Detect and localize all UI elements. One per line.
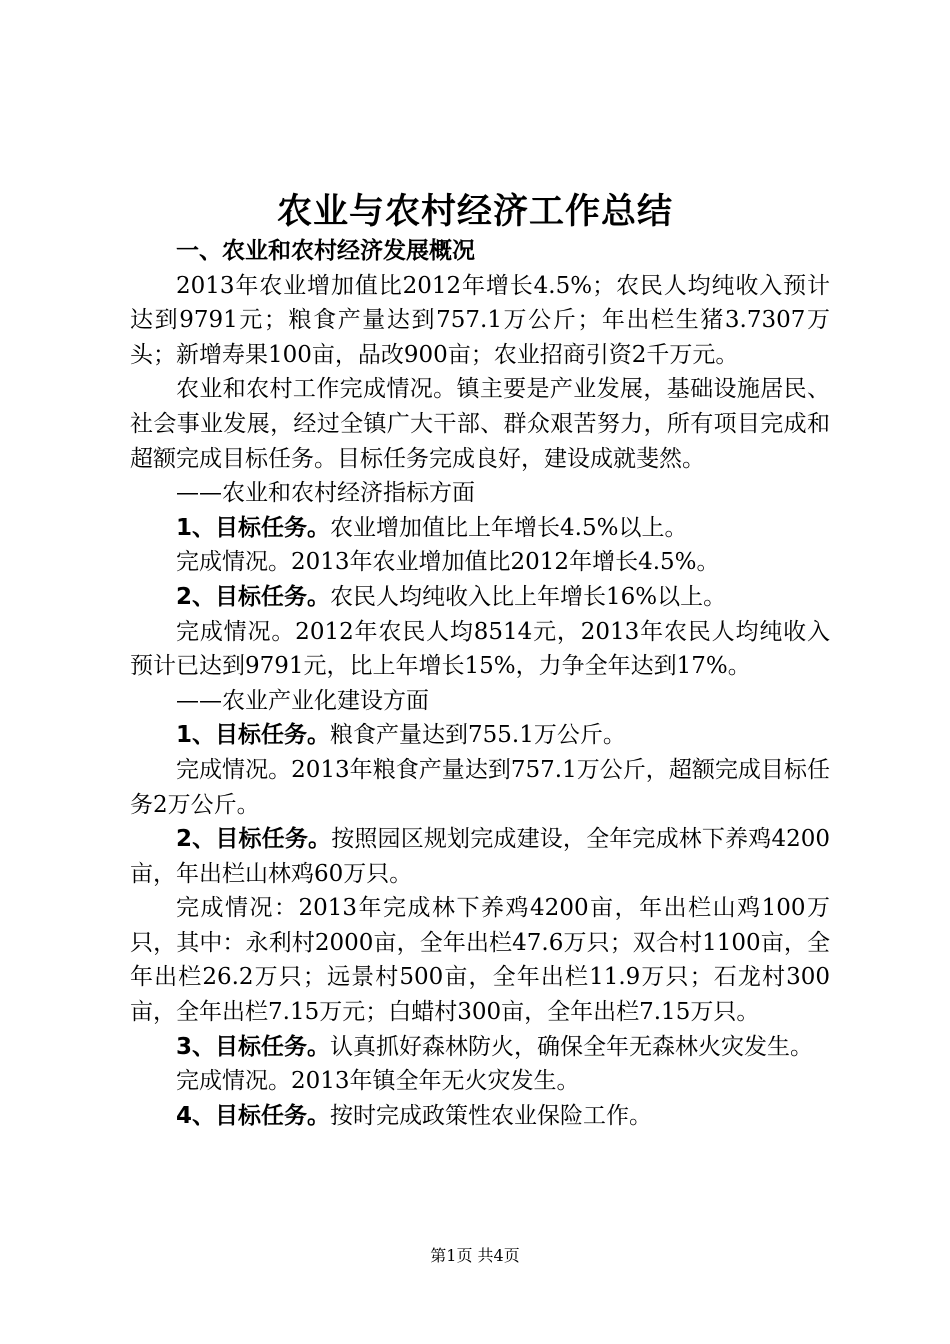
completion-item-2: 完成情况。2012年农民人均8514元，2013年农民人均纯收入预计已达到9791元，比上年增长15%，力争全年达到17%。 (130, 618, 830, 680)
document-body (130, 234, 830, 1133)
target-item-6 (130, 1099, 830, 1134)
target-lead: 2、目标任务。 (176, 826, 332, 853)
target-lead: 3、目标任务。 (176, 1033, 331, 1060)
target-item-3 (130, 718, 830, 753)
target-text: 按时完成政策性农业保险工作。 (330, 1102, 653, 1129)
target-text: 农民人均纯收入比上年增长16%以上。 (330, 583, 727, 610)
target-lead: 1、目标任务。 (176, 514, 331, 541)
target-lead: 2、目标任务。 (176, 583, 331, 610)
paragraph-overview: 2013年农业增加值比2012年增长4.5%；农民人均纯收入预计达到9791元；粮食产量达到757.1万公斤；年出栏生猪3.7307万头；新增寿果100亩，品改900亩；农业招商引资2千万元。 (130, 272, 830, 368)
completion-item-4: 完成情况：2013年完成林下养鸡4200亩，年出栏山鸡100万只，其中：永利村2000亩，全年出栏47.6万只；双合村1100亩，全年出栏26.2万只；远景村500亩，全年出栏11.9万只；石龙村300亩，全年出栏7.15万元；白蜡村300亩，全年出栏7.15万只。 (130, 895, 830, 1026)
subsection-indicators: ——农业和农村经济指标方面 (176, 480, 475, 507)
target-text: 认真抓好森林防火，确保全年无森林火灾发生。 (330, 1033, 814, 1060)
target-lead: 1、目标任务。 (176, 722, 331, 749)
completion-item-3: 完成情况。2013年粮食产量达到757.1万公斤，超额完成目标任务2万公斤。 (130, 756, 830, 818)
target-item-4 (130, 822, 830, 891)
target-text: 按照园区规划完成建设，全年完成林下养鸡4200亩，年出栏山林鸡60万只。 (130, 826, 830, 887)
completion-item-1: 完成情况。2013年农业增加值比2012年增长4.5%。 (176, 549, 720, 576)
target-item-1 (130, 511, 830, 546)
target-item-2 (130, 580, 830, 615)
target-lead: 4、目标任务。 (176, 1102, 331, 1129)
page-footer: 第1页 共4页 (430, 1246, 520, 1265)
completion-item-5: 完成情况。2013年镇全年无火灾发生。 (176, 1068, 580, 1095)
section-heading: 一、农业和农村经济发展概况 (176, 238, 475, 264)
target-text: 农业增加值比上年增长4.5%以上。 (330, 514, 688, 541)
subsection-industrialization: ——农业产业化建设方面 (176, 687, 429, 714)
paragraph-completion: 农业和农村工作完成情况。镇主要是产业发展，基础设施居民、社会事业发展，经过全镇广大干部、群众艰苦努力，所有项目完成和超额完成目标任务。目标任务完成良好，建设成就斐然。 (130, 376, 830, 472)
target-text: 粮食产量达到755.1万公斤。 (330, 722, 626, 749)
document-title: 农业与农村经济工作总结 (276, 192, 673, 232)
target-item-5 (130, 1030, 830, 1065)
